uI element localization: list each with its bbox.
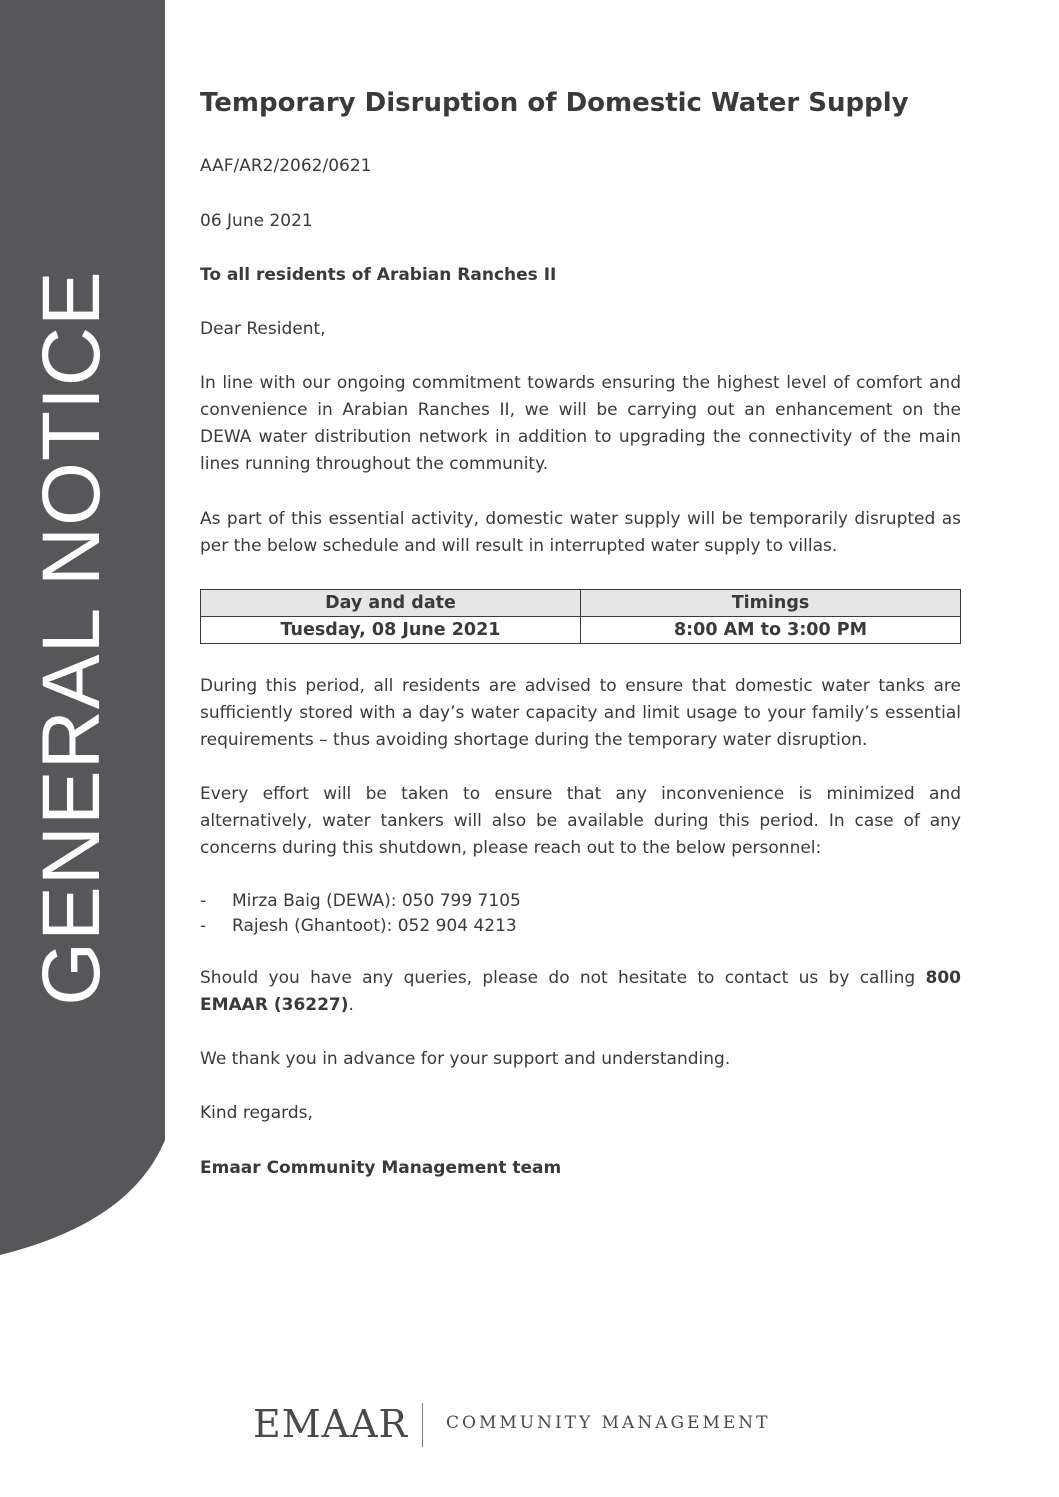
- queries-text: Should you have any queries, please do not hesitate to contact us by calling: [200, 968, 926, 988]
- paragraph-intro: In line with our ongoing commitment towards ensuring the highest level of comfort and convenience in Arabian Ranches II, we will be carrying out an enhancement on the DEWA water distribution network in addition to upgrading the connectivity of the main lines running throughout the community.: [200, 373, 961, 474]
- header-day-date: Day and date: [201, 590, 581, 617]
- sidebar-banner: [0, 0, 165, 1260]
- logo-subtitle: COMMUNITY MANAGEMENT: [446, 1413, 771, 1433]
- table-row: [201, 617, 961, 644]
- table-header-row: [201, 590, 961, 617]
- list-bullet: -: [200, 891, 207, 911]
- queries-end: .: [348, 995, 354, 1015]
- contact-text: Rajesh (Ghantoot): 052 904 4213: [232, 916, 517, 936]
- paragraph-advice: During this period, all residents are advised to ensure that domestic water tanks are sufficiently stored with a day’s water capacity and limit usage to your family’s essential requirements – thus avoiding shortage during the temporary water disruption.: [200, 676, 961, 750]
- signature: Emaar Community Management team: [200, 1158, 562, 1178]
- header-timings: Timings: [581, 590, 961, 617]
- paragraph-queries: [200, 965, 961, 1019]
- cell-timings: 8:00 AM to 3:00 PM: [581, 617, 961, 644]
- thanks-text: We thank you in advance for your support and understanding.: [200, 1049, 731, 1069]
- general-notice-label: GENERAL NOTICE: [26, 270, 117, 1006]
- paragraph-disruption: As part of this essential activity, domestic water supply will be temporarily disrupted as per the below schedule and will result in interrupted water supply to villas.: [200, 509, 961, 556]
- reference-number: AAF/AR2/2062/0621: [200, 156, 372, 176]
- page-title: Temporary Disruption of Domestic Water Supply: [200, 88, 909, 118]
- emaar-logo: EMAAR: [253, 1402, 409, 1446]
- salutation: Dear Resident,: [200, 319, 326, 339]
- list-bullet: -: [200, 916, 207, 936]
- contact-list: [200, 889, 521, 939]
- paragraph-contacts-intro: Every effort will be taken to ensure that any inconvenience is minimized and alternatively, water tankers will also be available during this period. In case of any concerns during this shutdown, please reach out to the below personnel:: [200, 784, 961, 858]
- notice-date: 06 June 2021: [200, 211, 313, 231]
- closing-text: Kind regards,: [200, 1103, 313, 1123]
- addressee: To all residents of Arabian Ranches II: [200, 265, 557, 285]
- contact-text: Mirza Baig (DEWA): 050 799 7105: [232, 891, 521, 911]
- list-item: [200, 914, 521, 939]
- emaar-phone-number: 800 EMAAR (36227): [200, 968, 961, 1015]
- schedule-table: [200, 589, 961, 644]
- list-item: [200, 889, 521, 914]
- logo-divider: [422, 1403, 423, 1447]
- cell-day-date: Tuesday, 08 June 2021: [201, 617, 581, 644]
